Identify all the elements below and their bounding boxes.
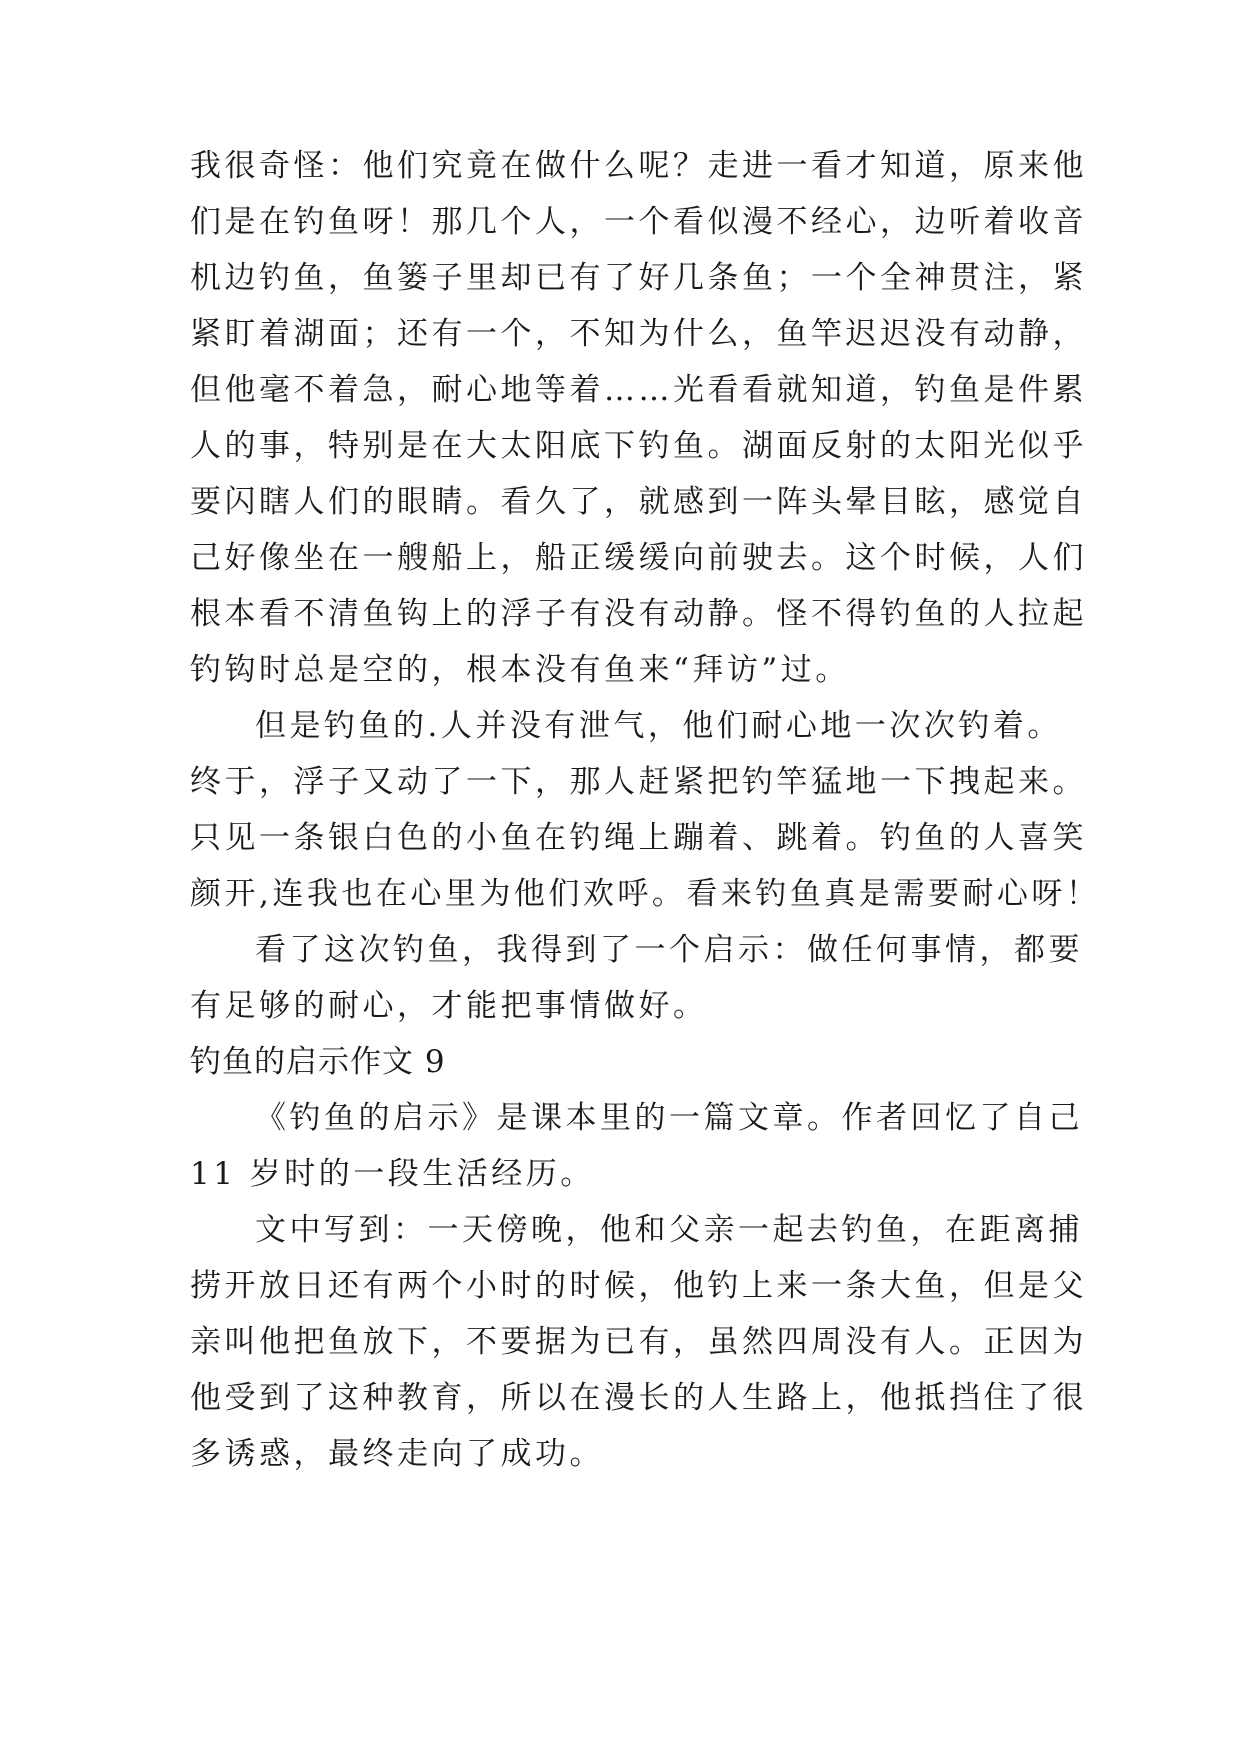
text-line: 己好像坐在一艘船上，船正缓缓向前驶去。这个时候，人们 [190,540,1087,576]
text-line: 颜开,连我也在心里为他们欢呼。看来钓鱼真是需要耐心呀！ [190,876,1101,912]
text-line: 但他毫不着急，耐心地等着……光看看就知道，钓鱼是件累 [190,372,1087,408]
text-line: 有足够的耐心，才能把事情做好。 [190,988,708,1024]
text-line: 我很奇怪：他们究竟在做什么呢？走进一看才知道，原来他 [190,148,1087,184]
text-line: 钓钩时总是空的，根本没有鱼来“拜访”过。 [190,652,850,688]
text-line: 11 岁时的一段生活经历。 [190,1156,595,1192]
text-line: 根本看不清鱼钩上的浮子有没有动静。怪不得钓鱼的人拉起 [190,596,1087,632]
text-line: 们是在钓鱼呀！那几个人，一个看似漫不经心，边听着收音 [190,204,1087,240]
section-heading: 钓鱼的启示作文 9 [190,1044,446,1080]
text-line: 终于，浮子又动了一下，那人赶紧把钓竿猛地一下拽起来。 [190,764,1087,800]
text-line: 只见一条银白色的小鱼在钓绳上蹦着、跳着。钓鱼的人喜笑 [190,820,1087,856]
text-line: 机边钓鱼，鱼篓子里却已有了好几条鱼；一个全神贯注，紧 [190,260,1087,296]
text-line: 多诱惑，最终走向了成功。 [190,1436,604,1472]
paragraph-first-line: 文中写到：一天傍晚，他和父亲一起去钓鱼，在距离捕 [255,1212,1083,1248]
text-line: 他受到了这种教育，所以在漫长的人生路上，他抵挡住了很 [190,1380,1087,1416]
paragraph-first-line: 看了这次钓鱼，我得到了一个启示：做任何事情，都要 [255,932,1083,968]
text-line: 捞开放日还有两个小时的时候，他钓上来一条大鱼，但是父 [190,1268,1087,1304]
paragraph-first-line: 但是钓鱼的.人并没有泄气，他们耐心地一次次钓着。 [255,708,1062,744]
text-line: 紧盯着湖面；还有一个，不知为什么，鱼竿迟迟没有动静， [190,316,1087,352]
text-line: 要闪瞎人们的眼睛。看久了，就感到一阵头晕目眩，感觉自 [190,484,1087,520]
text-line: 亲叫他把鱼放下，不要据为已有，虽然四周没有人。正因为 [190,1324,1087,1360]
paragraph-first-line: 《钓鱼的启示》是课本里的一篇文章。作者回忆了自己 [255,1100,1083,1136]
text-line: 人的事，特别是在大太阳底下钓鱼。湖面反射的太阳光似乎 [190,428,1087,464]
